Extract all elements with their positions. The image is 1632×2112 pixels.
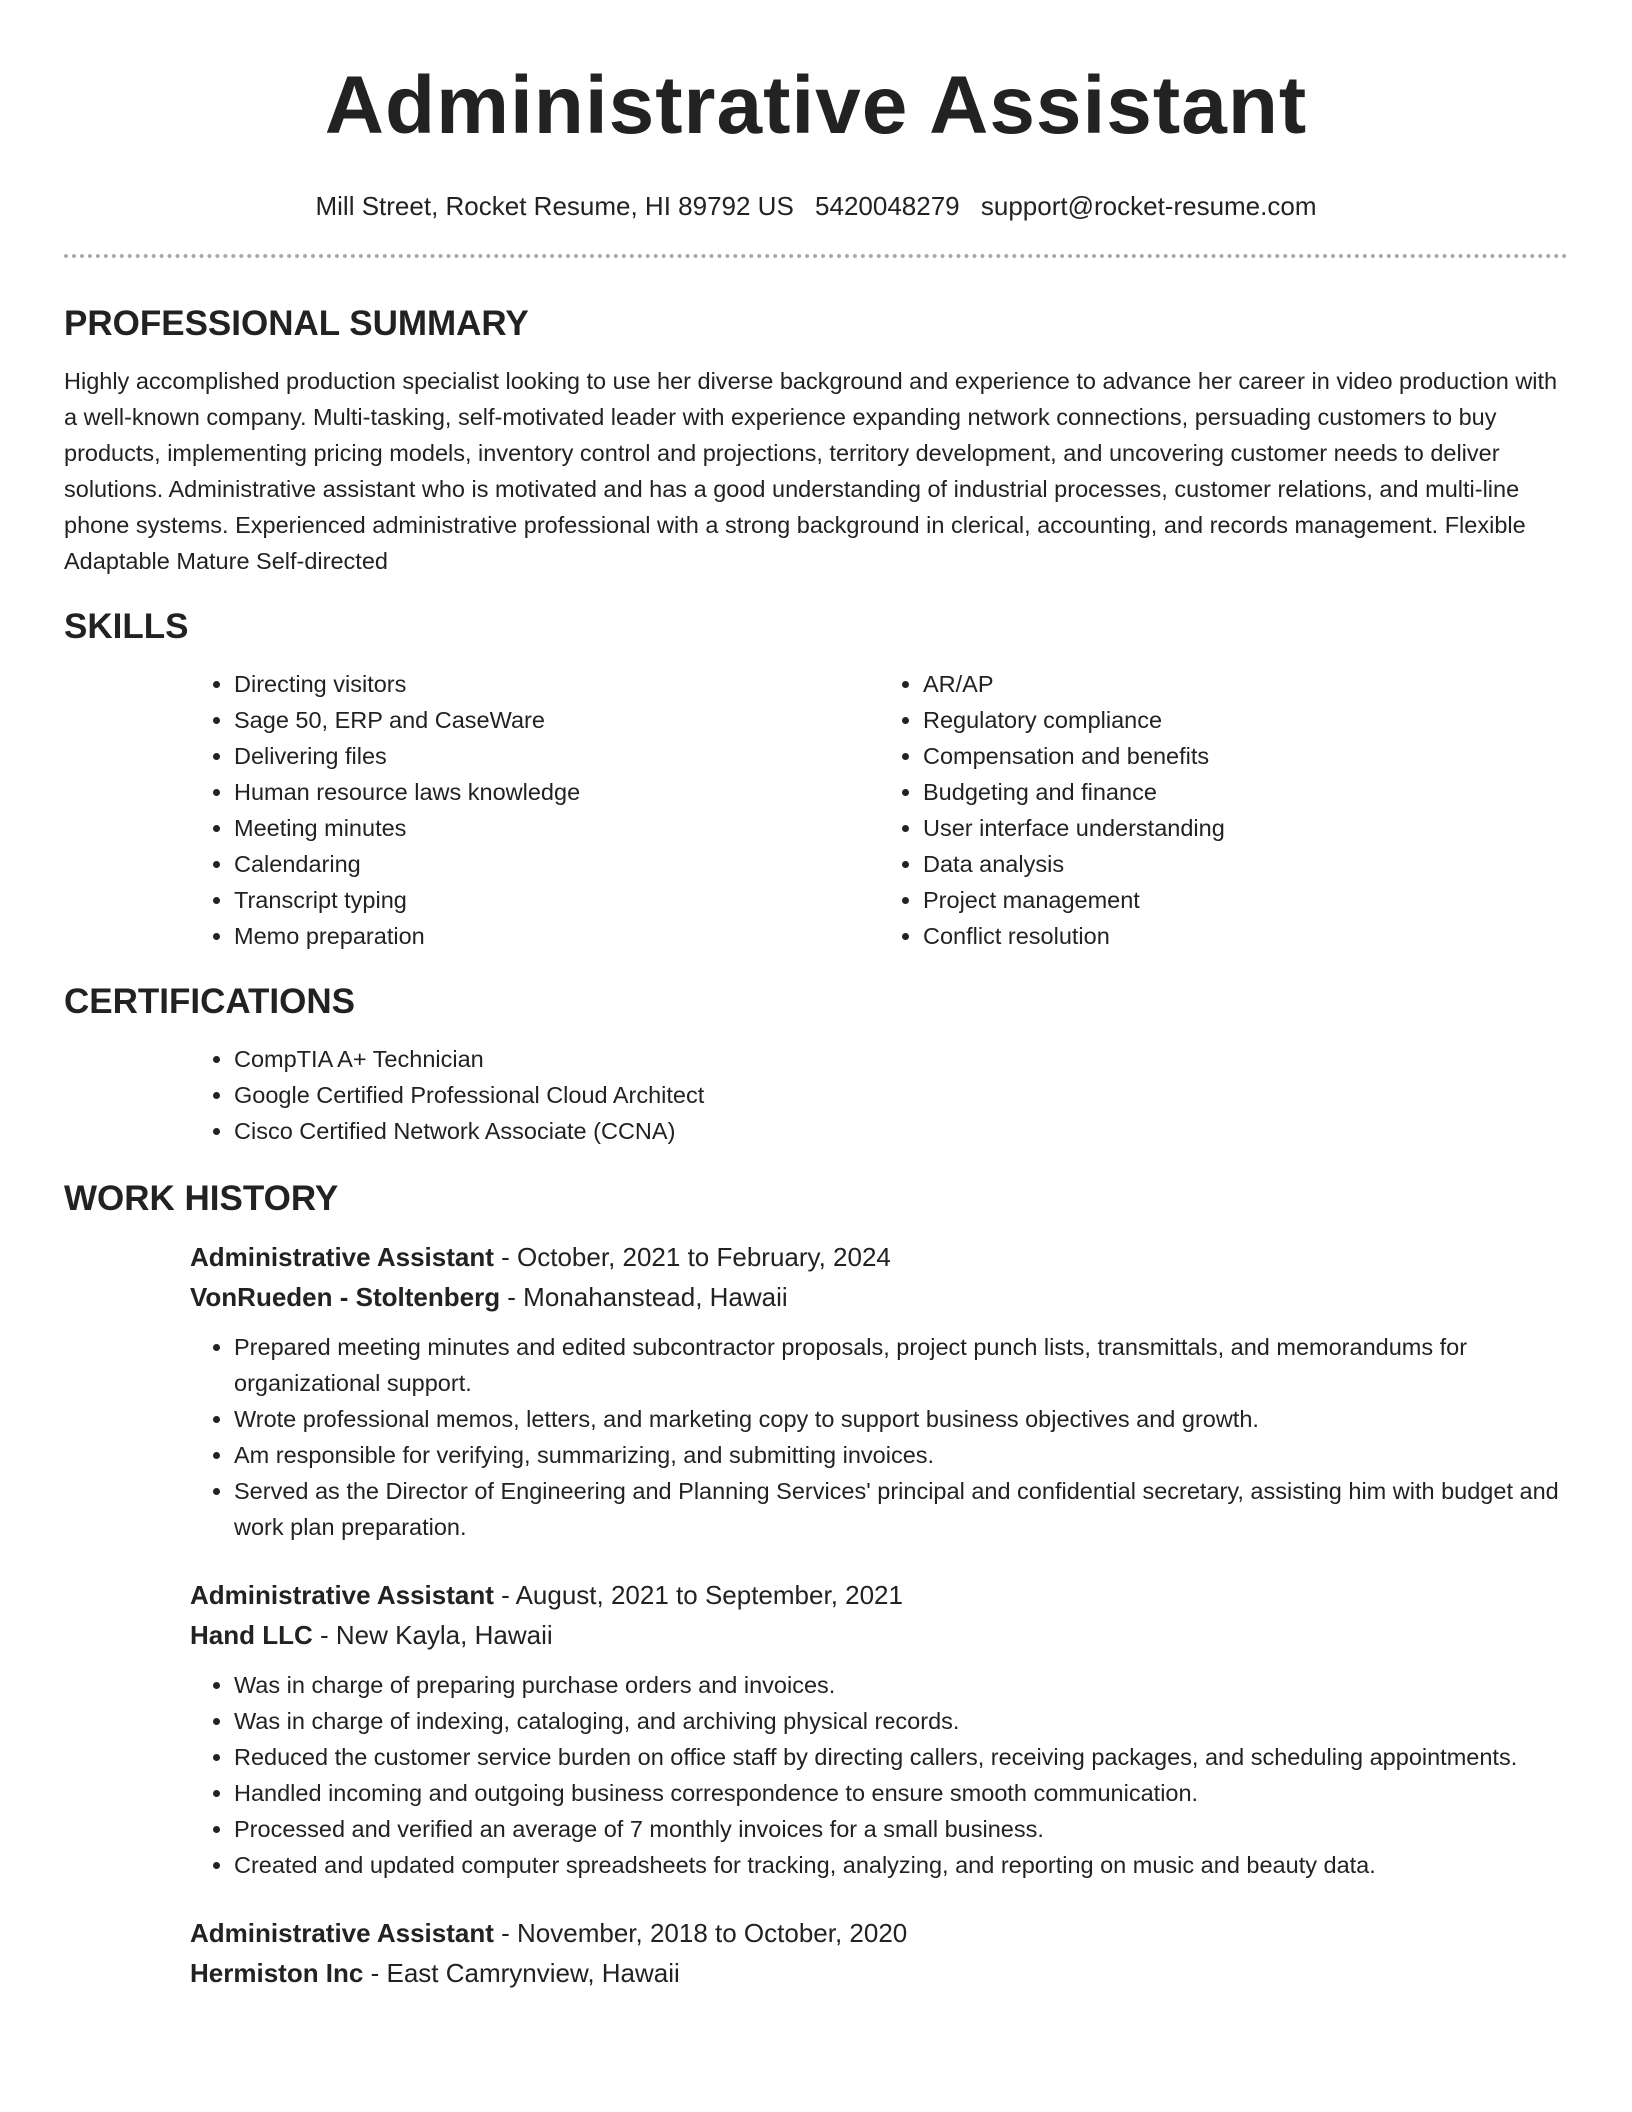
resume-page — [64, 0, 1568, 1993]
section-title-work-history: WORK HISTORY — [64, 1179, 339, 1218]
resume-name: Administrative Assistant — [324, 60, 1308, 151]
job-bullet: • Am responsible for verifying, summarizing, and submitting invoices. — [234, 1437, 1568, 1473]
skills-list — [190, 666, 1568, 954]
job-company-line — [190, 1277, 1568, 1317]
skill-item: • Human resource laws knowledge — [234, 774, 879, 810]
job-company: Hand LLC — [190, 1620, 313, 1650]
job-dates: - October, 2021 to February, 2024 — [493, 1242, 891, 1272]
skill-item: • Transcript typing — [234, 882, 879, 918]
skills-column-right — [879, 666, 1568, 954]
certifications-list — [190, 1041, 1568, 1149]
skill-item: • Project management — [923, 882, 1568, 918]
skill-item: • Delivering files — [234, 738, 879, 774]
contact-phone: 5420048279 — [815, 191, 960, 221]
job-bullet: • Wrote professional memos, letters, and marketing copy to support business objectives and growth. — [234, 1401, 1568, 1437]
contact-line — [64, 190, 1568, 222]
section-title-skills: SKILLS — [64, 607, 189, 646]
section-title-summary: PROFESSIONAL SUMMARY — [64, 304, 529, 343]
job-title-line — [190, 1575, 1568, 1615]
job-dates: - August, 2021 to September, 2021 — [493, 1580, 903, 1610]
job-entry — [190, 1575, 1568, 1883]
job-company-line — [190, 1953, 1568, 1993]
skill-item: • User interface understanding — [923, 810, 1568, 846]
contact-address: Mill Street, Rocket Resume, HI 89792 US — [315, 191, 794, 221]
skill-item: • Sage 50, ERP and CaseWare — [234, 702, 879, 738]
job-company: VonRueden - Stoltenberg — [190, 1282, 501, 1312]
certification-item: • Google Certified Professional Cloud Architect — [234, 1077, 1568, 1113]
job-bullet: • Was in charge of preparing purchase orders and invoices. — [234, 1667, 1568, 1703]
job-dates: - November, 2018 to October, 2020 — [493, 1918, 908, 1948]
job-location: - Monahanstead, Hawaii — [500, 1282, 788, 1312]
skill-item: • Memo preparation — [234, 918, 879, 954]
job-bullets — [190, 1329, 1568, 1545]
job-bullet: • Reduced the customer service burden on office staff by directing callers, receiving packages, and scheduling appointments. — [234, 1739, 1568, 1775]
certification-item: • CompTIA A+ Technician — [234, 1041, 1568, 1077]
skills-column-left — [190, 666, 879, 954]
job-company-line — [190, 1615, 1568, 1655]
skill-item: • Data analysis — [923, 846, 1568, 882]
job-role: Administrative Assistant — [190, 1918, 494, 1948]
skill-item: • Compensation and benefits — [923, 738, 1568, 774]
certification-item: • Cisco Certified Network Associate (CCNA) — [234, 1113, 1568, 1149]
skill-item: • Meeting minutes — [234, 810, 879, 846]
job-title-line — [190, 1237, 1568, 1277]
skill-item: • AR/AP — [923, 666, 1568, 702]
job-role: Administrative Assistant — [190, 1242, 494, 1272]
job-bullet: • Prepared meeting minutes and edited subcontractor proposals, project punch lists, transmittals, and memorandums for organizational support. — [234, 1329, 1568, 1401]
skill-item: • Directing visitors — [234, 666, 879, 702]
skill-item: • Regulatory compliance — [923, 702, 1568, 738]
job-title-line — [190, 1913, 1568, 1953]
job-bullets — [190, 1667, 1568, 1883]
summary-text: Highly accomplished production specialist looking to use her diverse background and experience to advance her career in video production with a well-known company. Multi-tasking, self-motivated leader with experience expanding network connections, persuading customers to buy products, implementing pricing models, inventory control and projections, territory development, and uncovering customer needs to deliver solutions. Administrative assistant who is motivated and has a good understanding of industrial processes, customer relations, and multi-line phone systems. Experienced administrative professional with a strong background in clerical, accounting, and records management. Flexible Adaptable Mature Self-directed — [64, 368, 1558, 574]
job-bullet: • Processed and verified an average of 7 monthly invoices for a small business. — [234, 1811, 1568, 1847]
contact-email: support@rocket-resume.com — [980, 191, 1317, 221]
job-bullet: • Served as the Director of Engineering and Planning Services' principal and confidential secretary, assisting him with budget and work plan preparation. — [234, 1473, 1568, 1545]
header-divider — [64, 254, 1568, 258]
skill-item: • Conflict resolution — [923, 918, 1568, 954]
job-bullet: • Was in charge of indexing, cataloging, and archiving physical records. — [234, 1703, 1568, 1739]
job-location: - East Camrynview, Hawaii — [363, 1958, 680, 1988]
job-company: Hermiston Inc — [190, 1958, 364, 1988]
job-entry — [190, 1913, 1568, 1993]
skill-item: • Budgeting and finance — [923, 774, 1568, 810]
job-bullet: • Created and updated computer spreadsheets for tracking, analyzing, and reporting on music and beauty data. — [234, 1847, 1568, 1883]
job-role: Administrative Assistant — [190, 1580, 494, 1610]
skill-item: • Calendaring — [234, 846, 879, 882]
section-title-certifications: CERTIFICATIONS — [64, 982, 356, 1021]
job-bullet: • Handled incoming and outgoing business correspondence to ensure smooth communication. — [234, 1775, 1568, 1811]
job-entry — [190, 1237, 1568, 1545]
job-location: - New Kayla, Hawaii — [312, 1620, 553, 1650]
